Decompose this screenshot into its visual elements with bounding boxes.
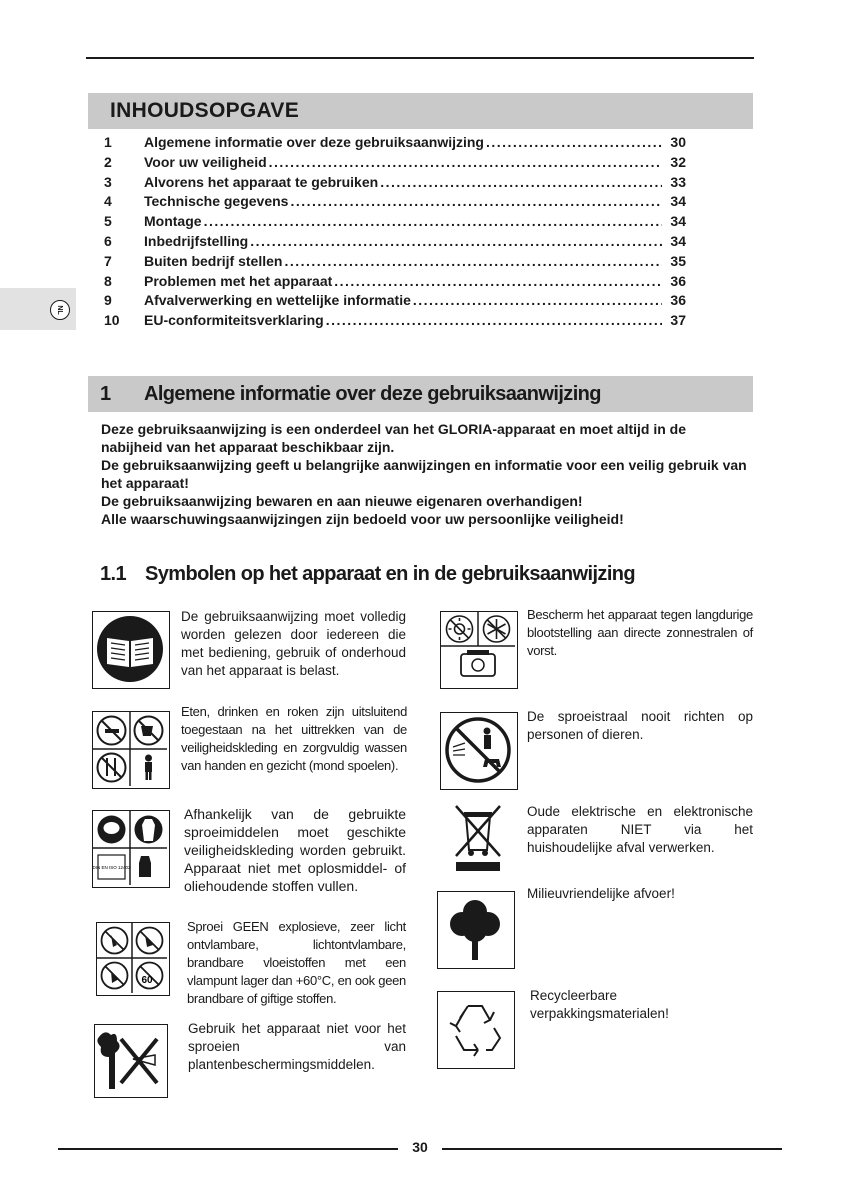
toc-row[interactable] bbox=[104, 233, 686, 253]
toc-title-text: Afvalverwerking en wettelijke informatie bbox=[144, 292, 411, 309]
toc-dots bbox=[204, 213, 662, 229]
toc-num: 5 bbox=[104, 213, 112, 230]
toc-row[interactable] bbox=[104, 253, 686, 273]
toc-page: 34 bbox=[670, 213, 686, 230]
toc-dots bbox=[334, 273, 662, 289]
weee-bin-icon bbox=[452, 804, 504, 874]
sun-frost-protection-icon bbox=[440, 611, 518, 689]
toc-dots bbox=[486, 134, 662, 150]
symbol-description: Afhankelijk van de gebruikte sproeimiddelen moet geschikte veiligheidskleding worden gebruikt. Apparaat niet met oplosmiddel- of oliehoudende stoffen vullen. bbox=[184, 806, 406, 894]
toc-page: 34 bbox=[670, 193, 686, 210]
toc-num: 4 bbox=[104, 193, 112, 210]
toc-page: 30 bbox=[670, 134, 686, 150]
toc-num: 3 bbox=[104, 173, 112, 190]
symbol-description: Bescherm het apparaat tegen langdurige blootstelling aan directe zonnestralen of vorst. bbox=[527, 607, 753, 658]
toc-page: 36 bbox=[670, 292, 686, 309]
toc-dots bbox=[290, 193, 662, 209]
intro-paragraph: Deze gebruiksaanwijzing is een onderdeel van het GLORIA-apparaat en moet altijd in de nabijheid van het apparaat beschikbaar zijn. bbox=[101, 421, 687, 455]
no-eating-drinking-smoking-icon bbox=[92, 711, 170, 789]
symbol-description: Sproei GEEN explosieve, zeer licht ontvlambare, lichtontvlambare, brandbare vloeistoffen met een vlampunt lager dan +60°C, en ook geen brandbare of giftige stoffen. bbox=[187, 919, 406, 1006]
toc-page: 33 bbox=[670, 173, 686, 190]
toc-title-text: Montage bbox=[144, 213, 202, 230]
subsection-number: 1.1 bbox=[100, 563, 127, 585]
symbol-description: De sproeistraal nooit richten op personen of dieren. bbox=[527, 709, 753, 742]
toc-num: 10 bbox=[104, 312, 120, 329]
page-number: 30 bbox=[412, 1139, 428, 1155]
toc-dots bbox=[250, 233, 662, 249]
toc-num: 9 bbox=[104, 292, 112, 309]
intro-paragraph: De gebruiksaanwijzing bewaren en aan nieuwe eigenaren overhandigen! bbox=[101, 493, 583, 509]
toc-title-text: Voor uw veiligheid bbox=[144, 153, 267, 170]
toc-dots bbox=[413, 292, 662, 308]
toc-dots bbox=[326, 312, 662, 328]
toc-row[interactable] bbox=[104, 134, 686, 154]
toc-num: 8 bbox=[104, 272, 112, 289]
toc-title-text: Alvorens het apparaat te gebruiken bbox=[144, 173, 379, 190]
toc-title-text: Technische gegevens bbox=[144, 193, 289, 210]
toc-title-text: Buiten bedrijf stellen bbox=[144, 252, 283, 269]
symbol-description: Oude elektrische en elektronische apparaten NIET via het huishoudelijke afval verwerken. bbox=[527, 804, 753, 855]
manual-book-icon bbox=[92, 611, 170, 689]
toc-page: 35 bbox=[670, 252, 686, 269]
protective-clothing-icon bbox=[92, 810, 170, 888]
section-title: Algemene informatie over deze gebruiksaanwijzing bbox=[144, 382, 601, 405]
no-crop-protection-icon bbox=[94, 1024, 168, 1098]
toc-title-text: Problemen met het apparaat bbox=[144, 272, 333, 289]
toc-page: 34 bbox=[670, 232, 686, 249]
no-spray-at-people-icon bbox=[440, 712, 518, 790]
symbol-description: Milieuvriendelijke afvoer! bbox=[527, 886, 675, 901]
toc-page: 36 bbox=[670, 272, 686, 289]
top-rule bbox=[86, 57, 754, 59]
toc-num: 7 bbox=[104, 252, 112, 269]
subsection-title: Symbolen op het apparaat en in de gebruiksaanwijzing bbox=[145, 563, 636, 585]
footer-rule-left bbox=[58, 1148, 398, 1150]
toc-page: 37 bbox=[670, 312, 686, 329]
intro-paragraph: Alle waarschuwingsaanwijzingen zijn bedoeld voor uw persoonlijke veiligheid! bbox=[101, 511, 624, 527]
protective-clothing-label: DIN EN ISO 12402 bbox=[93, 865, 131, 870]
toc-title-text: Inbedrijfstelling bbox=[144, 232, 249, 249]
toc-row[interactable] bbox=[104, 273, 686, 293]
temperature-label: 60 bbox=[141, 975, 153, 986]
language-badge: NL bbox=[50, 300, 70, 320]
toc-row[interactable] bbox=[104, 174, 686, 194]
table-of-contents bbox=[104, 134, 686, 332]
toc-page: 32 bbox=[670, 153, 686, 170]
toc-row[interactable] bbox=[104, 292, 686, 312]
intro-text bbox=[101, 420, 751, 528]
tree-icon bbox=[437, 891, 515, 969]
toc-title: INHOUDSOPGAVE bbox=[88, 93, 753, 129]
symbol-description: De gebruiksaanwijzing moet volledig worden gelezen door iedereen die met bediening, gebruik of onderhoud van het apparaat is belast. bbox=[181, 609, 406, 678]
subsection-heading bbox=[100, 563, 635, 586]
symbol-description: Recycleerbare verpakkingsmaterialen! bbox=[530, 988, 669, 1021]
toc-title-text: EU-conformiteitsverklaring bbox=[144, 312, 324, 329]
toc-row[interactable] bbox=[104, 312, 686, 332]
intro-paragraph: De gebruiksaanwijzing geeft u belangrijke aanwijzingen en informatie voor een veilig gebruik van het apparaat! bbox=[101, 457, 747, 491]
section-number: 1 bbox=[100, 382, 111, 405]
toc-num: 1 bbox=[104, 134, 112, 150]
symbol-description: Gebruik het apparaat niet voor het sproeien van plantenbeschermingsmiddelen. bbox=[188, 1021, 406, 1072]
toc-row[interactable] bbox=[104, 213, 686, 233]
toc-dots bbox=[269, 154, 662, 170]
toc-dots bbox=[380, 174, 662, 190]
recycling-icon bbox=[437, 991, 515, 1069]
toc-row[interactable] bbox=[104, 193, 686, 213]
toc-dots bbox=[284, 253, 662, 269]
toc-num: 2 bbox=[104, 153, 112, 170]
no-flammable-liquids-icon bbox=[96, 922, 170, 996]
footer-rule-right bbox=[442, 1148, 782, 1150]
section-1-heading bbox=[88, 376, 753, 412]
toc-num: 6 bbox=[104, 232, 112, 249]
toc-title-text: Algemene informatie over deze gebruiksaanwijzing bbox=[144, 134, 484, 150]
toc-row[interactable] bbox=[104, 154, 686, 174]
symbol-description: Eten, drinken en roken zijn uitsluitend toegestaan na het uittrekken van de veiligheidskleding en zorgvuldig wassen van handen en gezicht (mond spoelen). bbox=[181, 704, 407, 773]
